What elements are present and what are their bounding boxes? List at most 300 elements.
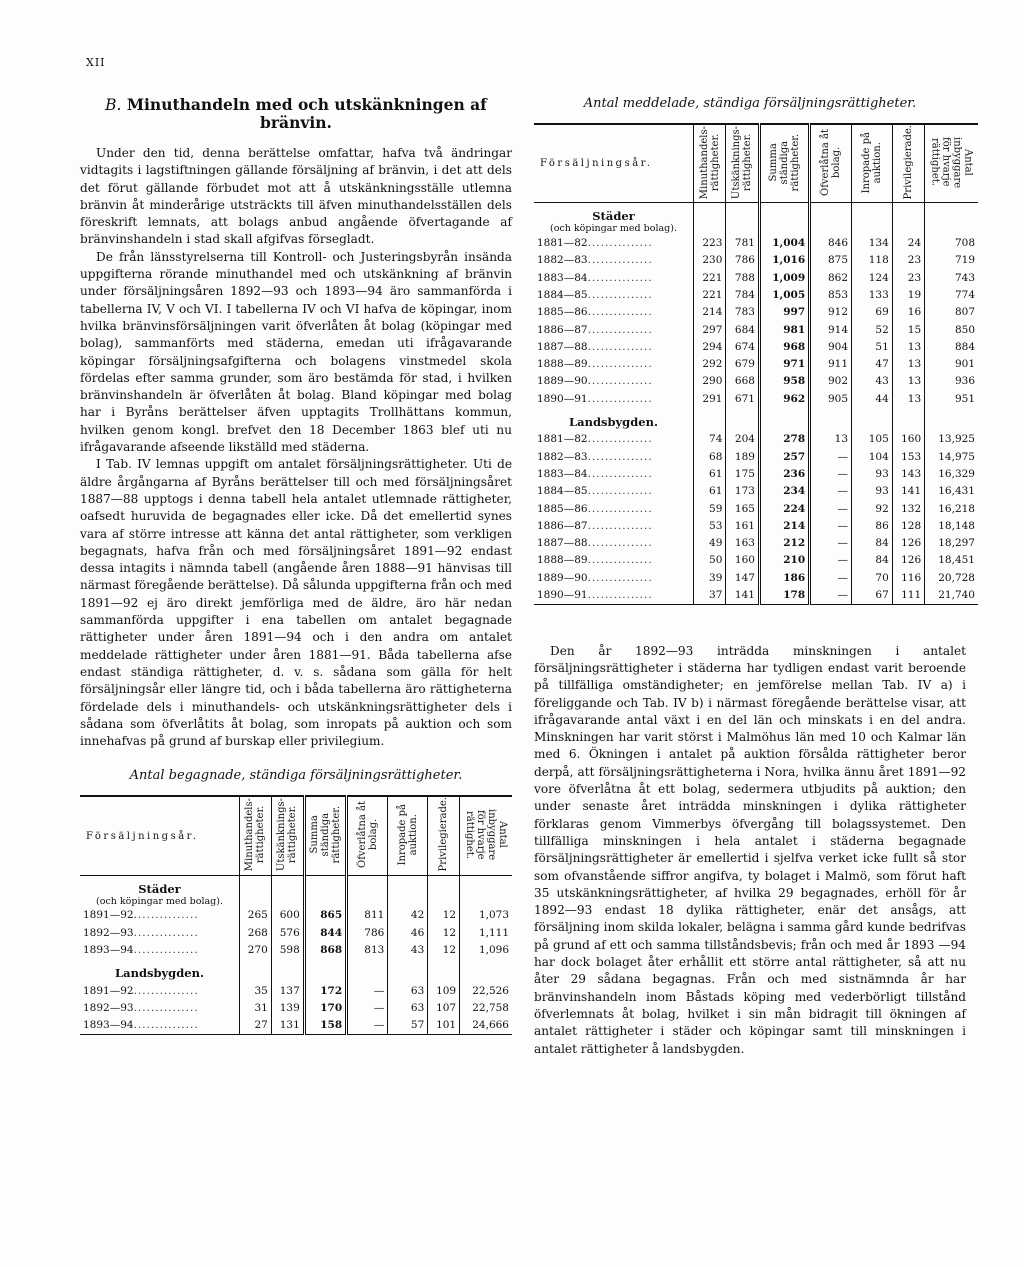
table-cell: 27 <box>240 1017 272 1035</box>
table-cell: 204 <box>726 431 760 448</box>
group-spacer <box>460 959 512 982</box>
group-spacer <box>852 203 893 235</box>
page-number: XII <box>86 56 106 69</box>
row-year <box>534 534 694 551</box>
group-spacer <box>347 959 388 982</box>
row-leader: ............... <box>133 926 199 939</box>
table-cell: 20,728 <box>925 569 978 586</box>
table-cell: 951 <box>925 390 978 407</box>
table-cell: 13 <box>810 431 852 448</box>
group-spacer <box>925 407 978 430</box>
left-column <box>80 96 512 1035</box>
row-year <box>80 999 240 1016</box>
section-title: Minuthandeln med och utskänkningen af bränvin. <box>126 95 487 132</box>
table-cell: 13 <box>892 338 924 355</box>
table-cell: 74 <box>694 431 726 448</box>
row-leader: ............... <box>587 237 653 250</box>
table-cell: 16 <box>892 304 924 321</box>
table-cell: 13 <box>892 373 924 390</box>
table-cell: 292 <box>694 356 726 373</box>
row-year <box>534 321 694 338</box>
table-cell: 1,073 <box>460 907 512 924</box>
group-spacer <box>240 875 272 907</box>
table-cell: 1,096 <box>460 941 512 958</box>
group-row <box>534 407 978 430</box>
table-cell: 70 <box>852 569 893 586</box>
table-cell: 178 <box>759 586 809 604</box>
row-year <box>534 552 694 569</box>
column-header-label: Utskänknings- rättigheter. <box>276 798 299 872</box>
table-cell: 708 <box>925 234 978 251</box>
row-year <box>534 252 694 269</box>
table-cell: 875 <box>810 252 852 269</box>
right-column <box>534 96 975 1058</box>
table-cell: 997 <box>759 304 809 321</box>
table-cell: 850 <box>925 321 978 338</box>
table-cell: 67 <box>852 586 893 604</box>
row-year-label: 1892—93 <box>83 1001 134 1014</box>
group-spacer <box>388 959 428 982</box>
table-cell: 126 <box>892 552 924 569</box>
table-cell: 221 <box>694 286 726 303</box>
table-cell: 31 <box>240 999 272 1016</box>
row-year <box>534 356 694 373</box>
table-cell: 981 <box>759 321 809 338</box>
table-cell: 884 <box>925 338 978 355</box>
group-row <box>80 875 512 907</box>
column-header-label: Antal inbyggare för hvarje rättighet. <box>929 136 974 188</box>
table-cell: 170 <box>304 999 346 1016</box>
table-cell: — <box>347 982 388 999</box>
group-spacer <box>892 407 924 430</box>
table-cell: 783 <box>726 304 760 321</box>
table-cell: 774 <box>925 286 978 303</box>
row-year-label: 1886—87 <box>537 323 588 336</box>
column-header-label: Summa ständiga rättigheter. <box>768 133 802 191</box>
table-cell: 24,666 <box>460 1017 512 1035</box>
table-cell: 116 <box>892 569 924 586</box>
table-cell: 901 <box>925 356 978 373</box>
table-row <box>534 586 978 604</box>
column-header <box>852 124 893 203</box>
column-header <box>271 796 304 875</box>
table-cell: 19 <box>892 286 924 303</box>
group-spacer <box>428 875 460 907</box>
table-cell: 22,758 <box>460 999 512 1016</box>
table-cell: 104 <box>852 448 893 465</box>
table-row <box>80 941 512 958</box>
table-cell: 46 <box>388 924 428 941</box>
row-year <box>534 586 694 604</box>
table-cell: 92 <box>852 500 893 517</box>
group-subtitle: (och köpingar med bolag). <box>96 895 223 907</box>
table-cell: 786 <box>347 924 388 941</box>
table-cell: 172 <box>304 982 346 999</box>
table-cell: 47 <box>852 356 893 373</box>
table-cell: 844 <box>304 924 346 941</box>
group-spacer <box>810 203 852 235</box>
table-cell: 962 <box>759 390 809 407</box>
paragraph: Under den tid, denna berättelse omfattar, hafva två ändringar vidtagits i lagstiftningen gällande försäljning af bränvin, i det att dels det förut gällande förbudet mot att å utskänkningsställe utlemna bränvin åt minderårige utsträckts till äfven minuthandelsställen dels föreskrift lemnats, att bolags anbud angående öfvertagande af bränvinshandeln i stad skall afgifvas försegladt. <box>80 146 512 247</box>
table-cell: 63 <box>388 982 428 999</box>
table-cell: 12 <box>428 941 460 958</box>
row-year <box>534 390 694 407</box>
header-year: Försäljningsår. <box>534 124 694 203</box>
row-year <box>534 517 694 534</box>
row-year <box>80 982 240 999</box>
row-year-label: 1886—87 <box>537 519 588 532</box>
table-cell: 109 <box>428 982 460 999</box>
paragraph: Den år 1892—93 inträdda minskningen i antalet försäljningsrättigheter i städerna har tydligen endast varit beroende på tillfälliga omständigheter; en jemförelse mellan Tab. IV a) i föreliggande och Tab. IV b) i närmast föregående berättelse visar, att ifrågavarande antal växt i en del län och minskats i en del andra. Minskningen har varit störst i Malmöhus län med 10 och Kalmar län med 6. Ökningen i antalet på auktion försålda rättigheter beror derpå, att försäljningsrättigheterna i Nora, hvilka ännu året 1891—92 vore öfverlåtna åt ett bolag, sedermera utbjudits på auktion; den under senaste året inträdda minskningen i dylika rättigheter förklaras genom Vimmerbys öfvergång till bolagssystemet. Den tillfälliga minskningen i hela antalet i städerna begagnade försäljningsrättigheter är emellertid i sjelfva verket icke fullt så stor som ofvanstående siffror angifva, ty bolaget i Malmö, som förut haft 35 utskänkningsrättigheter, af hvilka 29 begagnades, erhöll för år 1892—93 endast 18 dylika rättigheter, enär det ansågs, att försäljning inom skilda lokaler, belägna i samma gård kunde bedrifvas på grund af ett och samma tillståndsbevis; från och med år 1893 —94 har dock bolaget åter erhållit ett större antal rättigheter, så att nu åter 29 sådana begagnas. Från och med sistnämnda år har bränvinshandeln inom Båstads köping med vederbörligt tillstånd öfverlemnats åt bolag, hvilket i sin mån bidragit till ökningen af antalet rättigheter i städer och köpingar samt till minskningen i antalet rättigheter å landsbygden. <box>534 643 966 1056</box>
row-year <box>80 1017 240 1035</box>
table-cell: 160 <box>892 431 924 448</box>
table-row <box>534 338 978 355</box>
table-row <box>534 373 978 390</box>
table-row <box>534 534 978 551</box>
row-year-label: 1893—94 <box>83 944 134 957</box>
group-name: Landsbygden. <box>115 966 204 981</box>
table-cell: 18,148 <box>925 517 978 534</box>
row-year-label: 1892—93 <box>83 926 134 939</box>
group-spacer <box>388 875 428 907</box>
table-cell: 904 <box>810 338 852 355</box>
table-cell: 18,451 <box>925 552 978 569</box>
table-cell: 781 <box>726 234 760 251</box>
group-spacer <box>726 407 760 430</box>
column-header-label: Privilegierade. <box>438 797 450 872</box>
table-cell: 43 <box>388 941 428 958</box>
group-spacer <box>759 407 809 430</box>
column-header-label: Inropade på auktion. <box>396 803 419 866</box>
table-cell: 1,016 <box>759 252 809 269</box>
row-leader: ............... <box>133 909 199 922</box>
header-row <box>534 124 978 203</box>
table-cell: 126 <box>892 534 924 551</box>
row-year-label: 1884—85 <box>537 485 588 498</box>
table-cell: 862 <box>810 269 852 286</box>
group-spacer <box>347 875 388 907</box>
table-cell: 221 <box>694 269 726 286</box>
table-row <box>534 552 978 569</box>
table-cell: 212 <box>759 534 809 551</box>
row-year-label: 1889—90 <box>537 375 588 388</box>
table-cell: 784 <box>726 286 760 303</box>
group-name: Landsbygden. <box>569 415 658 430</box>
row-year-label: 1883—84 <box>537 467 588 480</box>
table-cell: — <box>810 534 852 551</box>
table-cell: 13 <box>892 390 924 407</box>
row-leader: ............... <box>587 375 653 388</box>
row-leader: ............... <box>587 467 653 480</box>
table-cell: 44 <box>852 390 893 407</box>
row-year-label: 1890—91 <box>537 392 588 405</box>
group-spacer <box>694 203 726 235</box>
table-cell: 958 <box>759 373 809 390</box>
table-row <box>80 907 512 924</box>
group-spacer <box>925 203 978 235</box>
table-title-meddelade: Antal meddelade, ständiga försäljningsrättigheter. <box>583 96 917 111</box>
table-row <box>80 999 512 1016</box>
table-cell: 186 <box>759 569 809 586</box>
row-year-label: 1891—92 <box>83 909 134 922</box>
table-cell: 107 <box>428 999 460 1016</box>
table-cell: 161 <box>726 517 760 534</box>
table-cell: 165 <box>726 500 760 517</box>
row-year-label: 1888—89 <box>537 358 588 371</box>
table-cell: 22,526 <box>460 982 512 999</box>
column-header-label: Inropade på auktion. <box>860 131 883 193</box>
table-cell: 21,740 <box>925 586 978 604</box>
table-cell: 12 <box>428 924 460 941</box>
table-cell: 684 <box>726 321 760 338</box>
table-row <box>534 286 978 303</box>
table-cell: 147 <box>726 569 760 586</box>
table-cell: 69 <box>852 304 893 321</box>
table-cell: 576 <box>271 924 304 941</box>
table-cell: 1,004 <box>759 234 809 251</box>
table-cell: 210 <box>759 552 809 569</box>
table-cell: 743 <box>925 269 978 286</box>
row-leader: ............... <box>587 340 653 353</box>
group-spacer <box>460 875 512 907</box>
table-row <box>534 465 978 482</box>
row-leader: ............... <box>587 571 653 584</box>
column-header <box>925 124 978 203</box>
table-row <box>534 390 978 407</box>
row-year-label: 1888—89 <box>537 554 588 567</box>
table-cell: 16,218 <box>925 500 978 517</box>
table-cell: 14,975 <box>925 448 978 465</box>
table-cell: 51 <box>852 338 893 355</box>
row-year-label: 1881—82 <box>537 237 588 250</box>
row-leader: ............... <box>587 554 653 567</box>
table-cell: 134 <box>852 234 893 251</box>
group-spacer <box>304 875 346 907</box>
table-cell: 598 <box>271 941 304 958</box>
row-year-label: 1883—84 <box>537 271 588 284</box>
table-cell: 139 <box>271 999 304 1016</box>
group-spacer <box>892 203 924 235</box>
group-subtitle: (och köpingar med bolag). <box>550 223 677 235</box>
table-cell: — <box>810 517 852 534</box>
table-cell: 671 <box>726 390 760 407</box>
row-year <box>534 448 694 465</box>
column-header-label: Minuthandels- rättigheter. <box>244 798 267 872</box>
table-cell: 160 <box>726 552 760 569</box>
table-cell: 914 <box>810 321 852 338</box>
column-header-label: Summa ständiga rättigheter. <box>308 805 342 864</box>
table-cell: 52 <box>852 321 893 338</box>
table-cell: 128 <box>892 517 924 534</box>
row-year <box>534 269 694 286</box>
column-header-label: Öfverlåtna åt bolag. <box>356 801 379 869</box>
table-cell: 294 <box>694 338 726 355</box>
table-cell: 132 <box>892 500 924 517</box>
group-label <box>534 407 694 430</box>
table-cell: 42 <box>388 907 428 924</box>
table-cell: 84 <box>852 534 893 551</box>
table-cell: 846 <box>810 234 852 251</box>
table-cell: 257 <box>759 448 809 465</box>
paragraph: De från länsstyrelserna till Kontroll- och Justeringsbyrån insända uppgifterna rörande minuthandel med och utskänkning af bränvin under försäljningsåren 1892—93 och 1893—94 äro sammanförda i tabellerna IV, V och VI. I tabellerna IV och VI hafva de köpingar, inom hvilka bränvinsförsäljningen varit öfverlåten åt bolag (köpingar med bolag), sammanförts med städerna, emedan uti ifrågavarande köpingar försäljningsafgifterna och bolagens vinstmedel skola fördelas efter samma grunder, som äro bestämda för stad, i hvilken bränvinshandeln är öfverlåten åt bolag. Bland köpingar med bolag har i Byråns berättelser äfven upptagits Trollhättans kommun, hvilken genom kongl. brefvet den 18 December 1863 blef uti nu ifrågavarande afseende likställd med städerna. <box>80 249 512 455</box>
row-year-label: 1881—82 <box>537 433 588 446</box>
row-leader: ............... <box>587 485 653 498</box>
group-spacer <box>428 959 460 982</box>
table-row <box>534 356 978 373</box>
column-header-label: Minuthandels- rättigheter. <box>698 125 721 199</box>
table-cell: 137 <box>271 982 304 999</box>
group-row <box>80 959 512 982</box>
row-year-label: 1885—86 <box>537 306 588 319</box>
table-row <box>80 924 512 941</box>
table-cell: 853 <box>810 286 852 303</box>
table-cell: 297 <box>694 321 726 338</box>
table-cell: 68 <box>694 448 726 465</box>
group-name: Städer <box>592 209 635 224</box>
row-leader: ............... <box>587 254 653 267</box>
row-year-label: 1890—91 <box>537 589 588 602</box>
table-cell: 223 <box>694 234 726 251</box>
column-header <box>892 124 924 203</box>
table-row <box>80 1017 512 1035</box>
table-row <box>534 321 978 338</box>
table-cell: 105 <box>852 431 893 448</box>
table-row <box>534 269 978 286</box>
section-letter: B. <box>105 96 122 114</box>
table-cell: 158 <box>304 1017 346 1035</box>
row-leader: ............... <box>587 450 653 463</box>
table-cell: 93 <box>852 483 893 500</box>
table-cell: — <box>810 552 852 569</box>
table-cell: 153 <box>892 448 924 465</box>
table-cell: 1,005 <box>759 286 809 303</box>
row-leader: ............... <box>587 589 653 602</box>
table-cell: 175 <box>726 465 760 482</box>
column-header-label: Öfverlåtna åt bolag. <box>820 128 843 196</box>
table-cell: 234 <box>759 483 809 500</box>
table-cell: 118 <box>852 252 893 269</box>
table-cell: 101 <box>428 1017 460 1035</box>
column-header <box>810 124 852 203</box>
table-cell: — <box>347 999 388 1016</box>
table-cell: 679 <box>726 356 760 373</box>
column-header <box>304 796 346 875</box>
row-leader: ............... <box>587 306 653 319</box>
table-cell: 111 <box>892 586 924 604</box>
table-cell: 868 <box>304 941 346 958</box>
group-label <box>80 875 240 907</box>
group-spacer <box>271 875 304 907</box>
row-year-label: 1887—88 <box>537 537 588 550</box>
row-leader: ............... <box>587 323 653 336</box>
table-cell: 16,329 <box>925 465 978 482</box>
row-year <box>534 500 694 517</box>
table-cell: 37 <box>694 586 726 604</box>
table-cell: 61 <box>694 483 726 500</box>
group-spacer <box>759 203 809 235</box>
table-cell: — <box>810 465 852 482</box>
row-year <box>80 924 240 941</box>
table-cell: 93 <box>852 465 893 482</box>
table-cell: 59 <box>694 500 726 517</box>
row-leader: ............... <box>587 502 653 515</box>
table-cell: 86 <box>852 517 893 534</box>
row-leader: ............... <box>587 519 653 532</box>
row-leader: ............... <box>587 358 653 371</box>
table-row <box>534 569 978 586</box>
table-cell: — <box>810 569 852 586</box>
table-cell: 214 <box>694 304 726 321</box>
table-cell: — <box>810 500 852 517</box>
table-cell: 12 <box>428 907 460 924</box>
table-cell: 290 <box>694 373 726 390</box>
group-spacer <box>810 407 852 430</box>
row-leader: ............... <box>587 433 653 446</box>
row-year-label: 1889—90 <box>537 571 588 584</box>
group-spacer <box>304 959 346 982</box>
table-row <box>534 517 978 534</box>
header-row <box>80 796 512 875</box>
table-cell: 124 <box>852 269 893 286</box>
table-cell: 214 <box>759 517 809 534</box>
table-cell: 278 <box>759 431 809 448</box>
row-leader: ............... <box>587 271 653 284</box>
column-header-label: Antal inbyggare för hvarje rättighet. <box>464 809 509 861</box>
table-row <box>534 500 978 517</box>
table-cell: 786 <box>726 252 760 269</box>
row-year <box>534 286 694 303</box>
column-header <box>240 796 272 875</box>
table-row <box>534 304 978 321</box>
table-cell: 131 <box>271 1017 304 1035</box>
row-year <box>534 431 694 448</box>
table-cell: 1,111 <box>460 924 512 941</box>
row-year <box>80 907 240 924</box>
table-cell: 61 <box>694 465 726 482</box>
table-cell: 936 <box>925 373 978 390</box>
row-year <box>534 304 694 321</box>
table-cell: 24 <box>892 234 924 251</box>
table-cell: 189 <box>726 448 760 465</box>
row-leader: ............... <box>587 537 653 550</box>
header-year: Försäljningsår. <box>80 796 240 875</box>
group-name: Städer <box>138 881 181 896</box>
table-cell: 668 <box>726 373 760 390</box>
table-cell: 236 <box>759 465 809 482</box>
row-year <box>534 234 694 251</box>
column-header <box>388 796 428 875</box>
table-cell: 173 <box>726 483 760 500</box>
table-cell: 13,925 <box>925 431 978 448</box>
table-cell: 912 <box>810 304 852 321</box>
group-row <box>534 203 978 235</box>
column-header <box>759 124 809 203</box>
table-cell: 807 <box>925 304 978 321</box>
row-year-label: 1893—94 <box>83 1019 134 1032</box>
table-cell: — <box>347 1017 388 1035</box>
table-cell: 1,009 <box>759 269 809 286</box>
table-cell: 971 <box>759 356 809 373</box>
row-leader: ............... <box>587 288 653 301</box>
group-spacer <box>726 203 760 235</box>
row-leader: ............... <box>133 1019 199 1032</box>
table-meddelade <box>534 123 978 605</box>
group-spacer <box>271 959 304 982</box>
table-row <box>534 252 978 269</box>
table-cell: 905 <box>810 390 852 407</box>
table-cell: 230 <box>694 252 726 269</box>
row-year <box>534 465 694 482</box>
